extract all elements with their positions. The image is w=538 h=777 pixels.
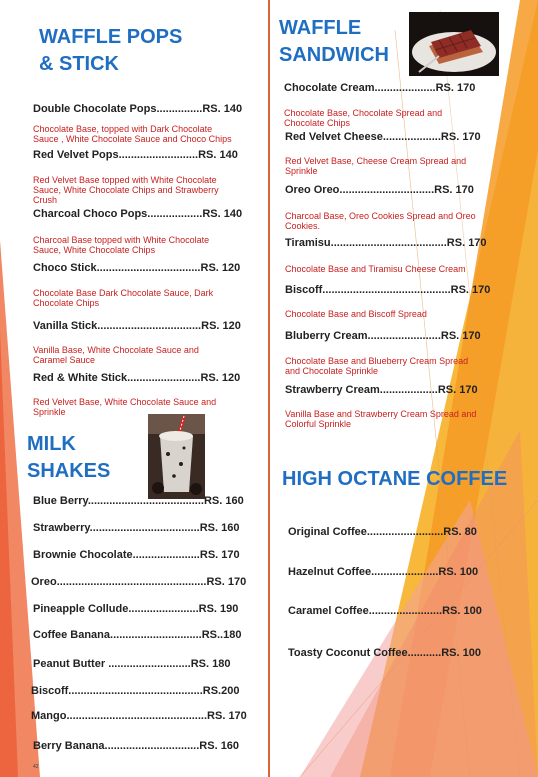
menu-item-oreo-oreo: Oreo Oreo...............................RS. 170: [285, 184, 474, 196]
menu-item-caramel-coffee: Caramel Coffee........................RS. 100: [288, 605, 482, 617]
high-octane-coffee-title: HIGH OCTANE COFFEE: [282, 468, 508, 490]
menu-item-bluberry-cream: Bluberry Cream........................RS. 170: [285, 330, 481, 342]
item-description: Chocolate Base and Biscoff Spread: [285, 309, 427, 319]
item-description: Red Velvet Base, Cheese Cream Spread and Sprinkle: [285, 156, 467, 176]
menu-item-original-coffee: Original Coffee.........................RS. 80: [288, 526, 477, 538]
menu-item-double-chocolate-pops: Double Chocolate Pops...............RS. 140: [33, 103, 243, 115]
waffle-sandwich-title: WAFFLE SANDWICH: [279, 17, 389, 66]
menu-item-red-velvet-cheese: Red Velvet Cheese...................RS. 170: [285, 131, 481, 143]
waffle-sandwich-image: [409, 12, 499, 76]
item-description: Vanilla Base and Strawberry Cream Spread and Colorful Sprinkle: [285, 409, 477, 429]
menu-item-charcoal-choco-pops: Charcoal Choco Pops..................RS. 140: [33, 208, 243, 220]
menu-item-tiramisu: Tiramisu......................................RS. 170: [285, 237, 487, 249]
item-description: Charcoal Base, Oreo Cookies Spread and Oreo Cookies.: [285, 211, 476, 231]
menu-item-pineapple-collude: Pineapple Collude.......................RS. 190: [33, 603, 239, 615]
menu-item-biscoff-sandwich: Biscoff..........................................RS. 170: [285, 284, 491, 296]
menu-item-peanut-butter: Peanut Butter ...........................RS. 180: [33, 658, 231, 670]
menu-item-choco-stick: Choco Stick..................................RS. 120: [33, 262, 241, 274]
item-description: Red Velvet Base topped with White Chocolate Sauce, White Chocolate Chips and Strawberry Crush: [33, 175, 219, 205]
item-description: Vanilla Base, White Chocolate Sauce and Caramel Sauce: [33, 345, 199, 365]
menu-item-mango: Mango..............................................RS. 170: [31, 710, 247, 722]
page-number: 42: [33, 764, 39, 770]
item-description: Red Velvet Base, White Chocolate Sauce and Sprinkle: [33, 397, 217, 417]
menu-item-blue-berry: Blue Berry......................................RS. 160: [33, 495, 244, 507]
menu-item-biscoff: Biscoff............................................RS.200: [31, 685, 240, 697]
menu-item-hazelnut-coffee: Hazelnut Coffee......................RS. 100: [288, 566, 479, 578]
menu-item-vanilla-stick: Vanilla Stick..................................RS. 120: [33, 320, 241, 332]
menu-item-berry-banana: Berry Banana...............................RS. 160: [33, 740, 240, 752]
item-description: Chocolate Base and Blueberry Cream Spread and Chocolate Sprinkle: [285, 356, 469, 376]
item-description: Chocolate Base, Chocolate Spread and Chocolate Chips: [284, 108, 443, 128]
menu-item-brownie-chocolate: Brownie Chocolate......................RS. 170: [33, 549, 240, 561]
menu-item-toasty-coconut-coffee: Toasty Coconut Coffee...........RS. 100: [288, 647, 481, 659]
item-description: Chocolate Base, topped with Dark Chocolate Sauce , White Chocolate Sauce and Choco Chips: [33, 124, 232, 144]
menu-item-strawberry-cream: Strawberry Cream...................RS. 170: [285, 384, 478, 396]
waffle-pops-title: WAFFLE POPS & STICK: [39, 26, 183, 75]
column-divider: [268, 0, 270, 777]
menu-item-chocolate-cream: Chocolate Cream....................RS. 170: [284, 82, 476, 94]
item-description: Charcoal Base topped with White Chocolate Sauce, White Chocolate Chips: [33, 235, 210, 255]
menu-item-strawberry: Strawberry....................................RS. 160: [33, 522, 240, 534]
milkshake-image: [148, 414, 205, 499]
menu-item-red-velvet-pops: Red Velvet Pops..........................RS. 140: [33, 149, 238, 161]
menu-item-red-white-stick: Red & White Stick........................RS. 120: [33, 372, 241, 384]
menu-item-oreo: Oreo.................................................RS. 170: [31, 576, 247, 588]
milk-shakes-title: MILK SHAKES: [27, 433, 111, 482]
menu-item-coffee-banana: Coffee Banana..............................RS..180: [33, 629, 242, 641]
item-description: Chocolate Base and Tiramisu Cheese Cream: [285, 264, 466, 274]
item-description: Chocolate Base Dark Chocolate Sauce, Dark Chocolate Chips: [33, 288, 214, 308]
